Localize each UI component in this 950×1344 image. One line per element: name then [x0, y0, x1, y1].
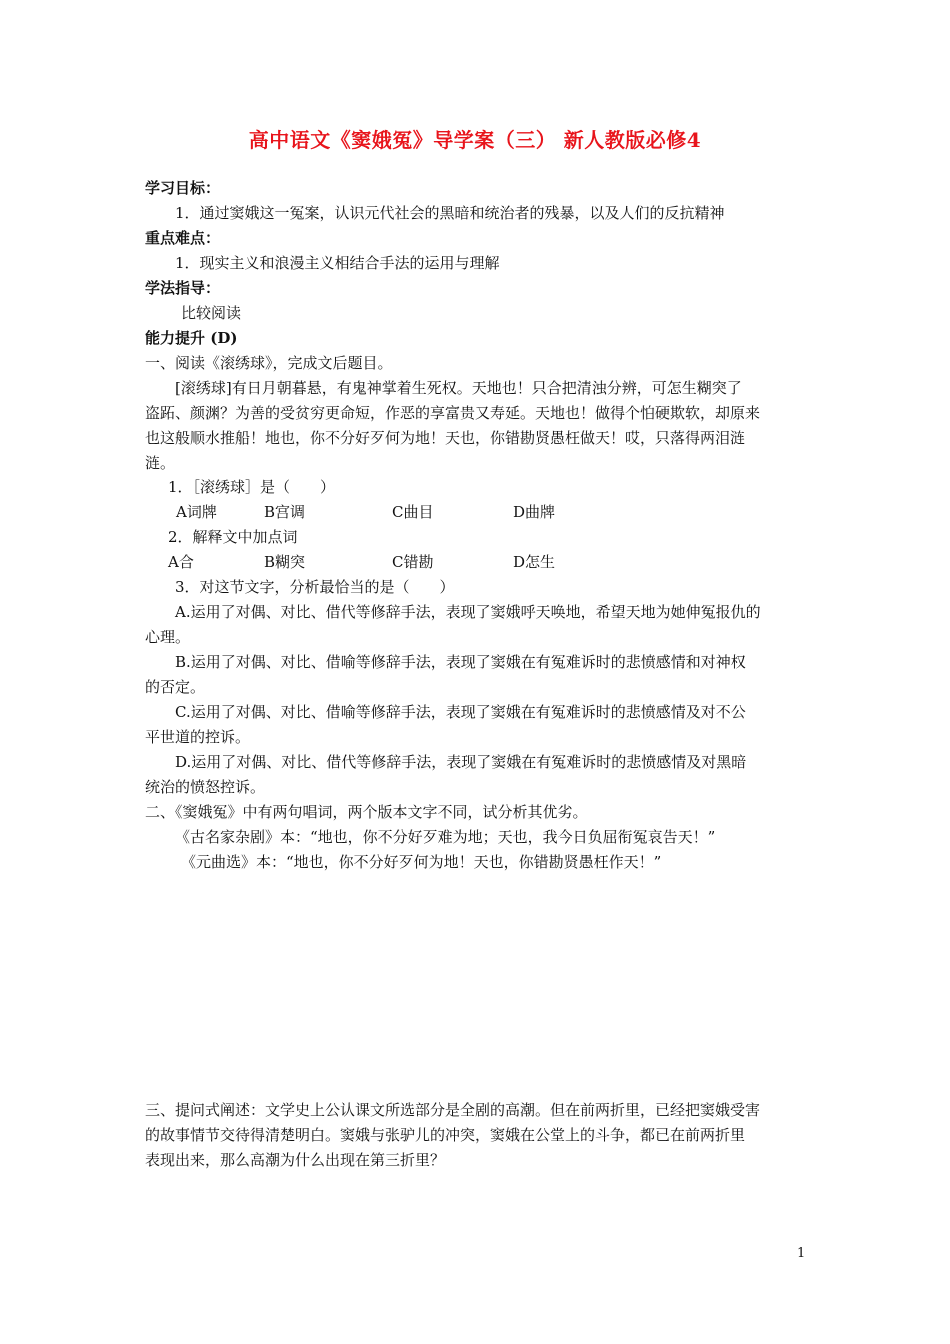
- passage-line: [滚绣球]有日月朝暮悬，有鬼神掌着生死权。天地也！只合把清浊分辨，可怎生糊突了: [175, 379, 742, 397]
- objectives-heading: 学习目标：: [145, 179, 221, 197]
- section2-quote-1: 《古名家杂剧》本：“地也，你不分好歹难为地；天也，我今日负屈衔冤哀告天！”: [175, 828, 716, 846]
- ability-heading: 能力提升 (D): [145, 329, 238, 347]
- difficulties-heading: 重点难点：: [145, 229, 221, 247]
- section2-quote-2: 《元曲选》本：“地也，你不分好歹何为地！天也，你错勘贤愚枉作天！”: [181, 853, 662, 871]
- question-3-option-b: B.运用了对偶、对比、借喻等修辞手法，表现了窦娥在有冤难诉时的悲愤感情和对神权: [175, 653, 746, 671]
- method-heading: 学法指导：: [145, 279, 221, 297]
- passage-line: 涟。: [145, 454, 176, 472]
- question-3-option-d: D.运用了对偶、对比、借代等修辞手法，表现了窦娥在有冤难诉时的悲愤感情及对黑暗: [175, 753, 747, 771]
- question-2-stem: 2．解释文中加点词: [168, 528, 298, 546]
- document-title: 高中语文《窦娥冤》导学案（三） 新人教版必修4: [248, 128, 702, 152]
- question-3-option-a: A.运用了对偶、对比、借代等修辞手法，表现了窦娥呼天唤地，希望天地为她伸冤报仇的: [175, 603, 761, 621]
- section3-line: 表现出来，那么高潮为什么出现在第三折里？: [145, 1151, 446, 1169]
- page-number: 1: [797, 1246, 806, 1261]
- passage-line: 也这般顺水推船！地也，你不分好歹何为地！天也，你错勘贤愚枉做天！哎，只落得两泪涟: [145, 429, 746, 447]
- question-1-option-d: D曲牌: [513, 503, 556, 521]
- question-2-option-a: A合: [168, 553, 194, 571]
- section3-line: 三、提问式阐述：文学史上公认课文所选部分是全剧的高潮。但在前两折里，已经把窦娥受害: [145, 1101, 761, 1119]
- section3-line: 的故事情节交待得清楚明白。窦娥与张驴儿的冲突，窦娥在公堂上的斗争，都已在前两折里: [145, 1126, 746, 1144]
- question-3-option-c: C.运用了对偶、对比、借喻等修辞手法，表现了窦娥在有冤难诉时的悲愤感情及对不公: [175, 703, 746, 721]
- question-3-stem: 3．对这节文字，分析最恰当的是（ ）: [175, 578, 455, 596]
- objective-item: 1．通过窦娥这一冤案，认识元代社会的黑暗和统治者的残暴，以及人们的反抗精神: [175, 204, 725, 222]
- question-3-option-d-cont: 统治的愤怒控诉。: [145, 778, 266, 796]
- passage-line: 盗跖、颜渊？为善的受贫穷更命短，作恶的享富贵又寿延。天地也！做得个怕硬欺软，却原来: [145, 404, 761, 422]
- method-text: 比较阅读: [181, 304, 242, 322]
- section1-heading: 一、阅读《滚绣球》，完成文后题目。: [145, 354, 393, 372]
- question-1-option-a: A词牌: [176, 503, 217, 521]
- difficulty-item: 1．现实主义和浪漫主义相结合手法的运用与理解: [175, 254, 500, 272]
- question-1-option-c: C曲目: [392, 503, 434, 521]
- question-3-option-c-cont: 平世道的控诉。: [145, 728, 251, 746]
- question-1-option-b: B宫调: [264, 503, 306, 521]
- question-2-option-b: B糊突: [264, 553, 306, 571]
- section2-heading: 二、《窦娥冤》中有两句唱词，两个版本文字不同，试分析其优劣。: [145, 803, 588, 821]
- question-3-option-b-cont: 的否定。: [145, 678, 206, 696]
- question-1-stem: 1．［滚绣球］是（ ）: [168, 478, 336, 496]
- question-2-option-d: D怎生: [513, 553, 556, 571]
- question-2-option-c: C错勘: [392, 553, 434, 571]
- question-3-option-a-cont: 心理。: [145, 628, 191, 646]
